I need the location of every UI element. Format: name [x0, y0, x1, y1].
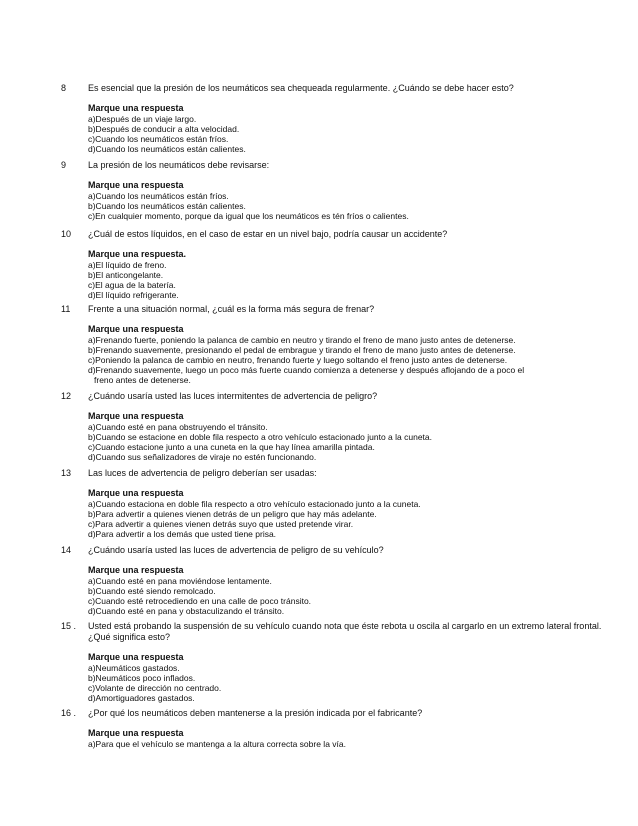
- answer-option-b: b)El anticongelante.: [88, 270, 164, 280]
- question-number: 12: [61, 391, 72, 401]
- answer-prompt: Marque una respuesta: [88, 652, 184, 662]
- answer-option-d: d)Cuando los neumáticos están calientes.: [88, 144, 246, 154]
- question-text: Frente a una situación normal, ¿cuál es la forma más segura de frenar?: [88, 304, 375, 314]
- answer-prompt: Marque una respuesta.: [88, 249, 187, 259]
- answer-prompt: Marque una respuesta: [88, 565, 184, 575]
- answer-option-c: c)El agua de la batería.: [88, 280, 176, 290]
- question-body: [88, 708, 608, 749]
- answer-option-c: c)Cuando esté retrocediendo en una calle de poco tránsito.: [88, 596, 312, 606]
- answer-option-c: c)En cualquier momento, porque da igual que los neumáticos es tén fríos o calientes.: [88, 211, 409, 221]
- question-text: ¿Cuándo usaría usted las luces de advertencia de peligro de su vehículo?: [88, 545, 384, 555]
- answer-option-a: a)El líquido de freno.: [88, 260, 167, 270]
- question-body: [88, 545, 608, 616]
- answer-option-a: a)Cuando estaciona en doble fila respecto a otro vehículo estacionado junto a la cuneta.: [88, 499, 421, 509]
- answer-option-c: c)Volante de dirección no centrado.: [88, 683, 222, 693]
- question-text: Las luces de advertencia de peligro deberían ser usadas:: [88, 468, 317, 478]
- question-text: ¿Por qué los neumáticos deben mantenerse a la presión indicada por el fabricante?: [88, 708, 423, 718]
- answer-option-b: b)Cuando se estacione en doble fila respecto a otro vehículo estacionado junto a la cuneta.: [88, 432, 433, 442]
- answer-option-b: b)Cuando esté siendo remolcado.: [88, 586, 216, 596]
- question-body: [88, 160, 608, 221]
- question-body: [88, 304, 608, 385]
- answer-option-c: c)Para advertir a quienes vienen detrás suyo que usted pretende virar.: [88, 519, 354, 529]
- answer-option-d-continuation: [88, 375, 608, 385]
- answer-option-d: d)Cuando esté en pana y obstaculizando el tránsito.: [88, 606, 285, 616]
- answer-option-c: c)Poniendo la palanca de cambio en neutro, frenando fuerte y luego soltando el freno justo antes de detenerse.: [88, 355, 508, 365]
- question-text: La presión de los neumáticos debe revisarse:: [88, 160, 270, 170]
- question-body: [88, 229, 608, 300]
- answer-option-d: d)Cuando sus señalizadores de viraje no estén funcionando.: [88, 452, 317, 462]
- answer-option-a: a)Frenando fuerte, poniendo la palanca de cambio en neutro y tirando el freno de mano justo antes de detenerse.: [88, 335, 516, 345]
- question-number: 8: [61, 83, 67, 93]
- answer-option-b: b)Para advertir a quienes vienen detrás de un peligro que hay más adelante.: [88, 509, 377, 519]
- answer-option-d: d)Amortiguadores gastados.: [88, 693, 195, 703]
- question-body: [88, 83, 608, 154]
- question-number: 15 .: [61, 621, 77, 631]
- question-body: [88, 621, 608, 703]
- question-number: 10: [61, 229, 72, 239]
- answer-option-a: a)Cuando esté en pana obstruyendo el tránsito.: [88, 422, 268, 432]
- question-number: 9: [61, 160, 67, 170]
- question-number: 13: [61, 468, 72, 478]
- answer-option-a: a)Para que el vehículo se mantenga a la altura correcta sobre la vía.: [88, 739, 346, 749]
- answer-prompt: Marque una respuesta: [88, 324, 184, 334]
- answer-option-a: a)Después de un viaje largo.: [88, 114, 197, 124]
- answer-prompt: Marque una respuesta: [88, 103, 184, 113]
- answer-prompt: Marque una respuesta: [88, 411, 184, 421]
- answer-option-d: d)El líquido refrigerante.: [88, 290, 179, 300]
- question-body: [88, 391, 608, 462]
- answer-option-b: b)Después de conducir a alta velocidad.: [88, 124, 240, 134]
- answer-option-b: b)Cuando los neumáticos están calientes.: [88, 201, 246, 211]
- question-text: Usted está probando la suspensión de su vehículo cuando nota que éste rebota u oscila al cargarlo en un extremo lateral frontal. ¿Qué significa esto?: [88, 621, 602, 642]
- answer-prompt: Marque una respuesta: [88, 180, 184, 190]
- answer-option-b: b)Frenando suavemente, presionando el pedal de embrague y tirando el freno de mano justo antes de detenerse.: [88, 345, 516, 355]
- answer-option-d: d)Para advertir a los demás que usted tiene prisa.: [88, 529, 277, 539]
- answer-option-a: a)Neumáticos gastados.: [88, 663, 180, 673]
- answer-prompt: Marque una respuesta: [88, 728, 184, 738]
- question-text: ¿Cuándo usaría usted las luces intermitentes de advertencia de peligro?: [88, 391, 378, 401]
- question-number: 11: [61, 304, 71, 314]
- answer-option-a: a)Cuando esté en pana moviéndose lentamente.: [88, 576, 272, 586]
- question-text: ¿Cuál de estos líquidos, en el caso de estar en un nivel bajo, podría causar un accidente?: [88, 229, 448, 239]
- answer-option-d: d)Frenando suavemente, luego un poco más fuerte cuando comienza a detenerse y después aflojando de a poco el: [88, 365, 525, 375]
- question-number: 16 .: [61, 708, 77, 718]
- answer-option-a: a)Cuando los neumáticos están fríos.: [88, 191, 229, 201]
- answer-option-c: c)Cuando estacione junto a una cuneta en la que hay línea amarilla pintada.: [88, 442, 375, 452]
- question-number: 14: [61, 545, 72, 555]
- answer-option-b: b)Neumáticos poco inflados.: [88, 673, 196, 683]
- answer-option-c: c)Cuando los neumáticos están fríos.: [88, 134, 229, 144]
- option-continuation-text: freno antes de detenerse.: [94, 375, 191, 385]
- answer-prompt: Marque una respuesta: [88, 488, 184, 498]
- question-body: [88, 468, 608, 539]
- question-text: Es esencial que la presión de los neumáticos sea chequeada regularmente. ¿Cuándo se debe hacer esto?: [88, 83, 514, 93]
